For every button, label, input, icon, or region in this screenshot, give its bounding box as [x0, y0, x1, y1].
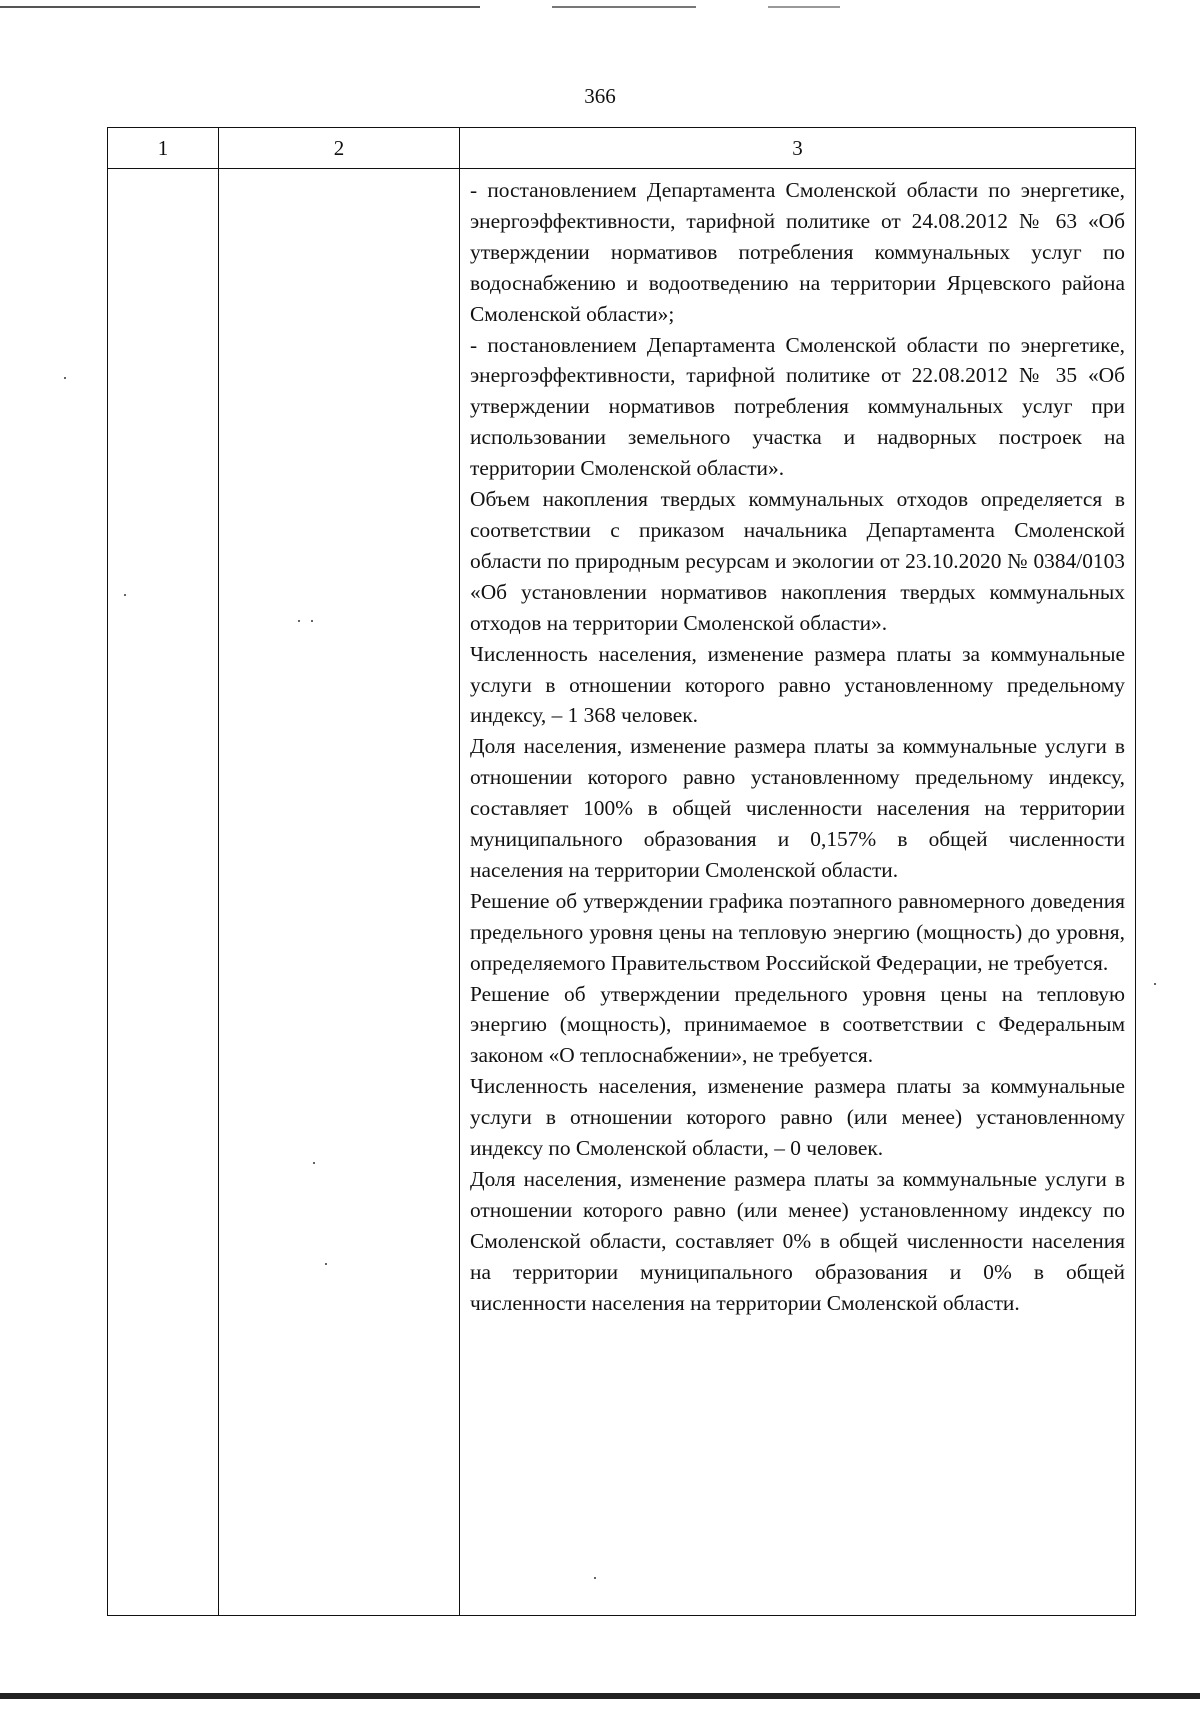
column-3-content-cell	[460, 169, 1136, 1616]
paragraph-heat-price-schedule: Решение об утверждении графика поэтапного равномерного доведения предельного уровня цены на тепловую энергию (мощность) до уровня, определяемого Правительством Российской Федерации, не требуется.	[470, 888, 1125, 975]
table-body-row	[108, 169, 1136, 1616]
scan-speck	[313, 1162, 315, 1164]
scan-speck	[325, 1263, 327, 1265]
scan-speck	[311, 620, 313, 622]
paragraph-resolution-35: - постановлением Департамента Смоленской области по энергетике, энергоэффективности, тарифной политике от 22.08.2012 № 35 «Об утверждении нормативов потребления коммунальных услуг при использовании земельного участка и надворных построек на территории Смоленской области».	[470, 332, 1125, 481]
paragraph-population-share-index: Доля населения, изменение размера платы за коммунальные услуги в отношении которого равно (или менее) установленному индексу по Смоленской области, составляет 0% в общей численности населения на территории муниципального образования и 0% в общей численности населения на территории Смоленской области.	[470, 1167, 1125, 1315]
scan-speck	[298, 620, 300, 622]
paragraph-waste-volume: Объем накопления твердых коммунальных отходов определяется в соответствии с приказом начальника Департамента Смоленской области по природным ресурсам и экологии от 23.10.2020 № 0384/0103 «Об установлении нормативов накопления твердых коммунальных отходов на территории Смоленской области».	[470, 487, 1125, 635]
paragraph-heat-price-limit: Решение об утверждении предельного уровня цены на тепловую энергию (мощность), принимаемое в соответствии с Федеральным законом «О теплоснабжении», не требуется.	[470, 981, 1125, 1068]
scan-speck	[64, 377, 66, 379]
paragraph-population-count-index: Численность населения, изменение размера платы за коммунальные услуги в отношении которого равно (или менее) установленному индексу по Смоленской области, – 0 человек.	[470, 1074, 1125, 1161]
paragraph-population-share: Доля населения, изменение размера платы за коммунальные услуги в отношении которого равно установленному предельному индексу, составляет 100% в общей численности населения на территории муниципального образования и 0,157% в общей численности населения на территории Смоленской области.	[470, 734, 1125, 882]
scan-speck	[594, 1577, 596, 1579]
scan-speck	[124, 594, 126, 596]
column-1-cell	[108, 169, 219, 1616]
table-header-row	[108, 128, 1136, 169]
column-header-1: 1	[108, 128, 219, 169]
column-header-2: 2	[219, 128, 460, 169]
paragraph-resolution-63: - постановлением Департамента Смоленской области по энергетике, энергоэффективности, тарифной политике от 24.08.2012 № 63 «Об утверждении нормативов потребления коммунальных услуг по водоснабжению и водоотведению на территории Ярцевского района Смоленской области»;	[470, 178, 1125, 326]
document-table	[107, 127, 1136, 1616]
scan-top-edge	[0, 6, 1200, 8]
paragraph-population-count: Численность населения, изменение размера платы за коммунальные услуги в отношении которого равно установленному предельному индексу, – 1 368 человек.	[470, 641, 1125, 728]
column-header-3: 3	[460, 128, 1136, 169]
scan-speck	[1154, 983, 1156, 985]
page-number: 366	[584, 84, 616, 108]
scan-bottom-edge	[0, 1693, 1200, 1699]
column-2-cell	[219, 169, 460, 1616]
